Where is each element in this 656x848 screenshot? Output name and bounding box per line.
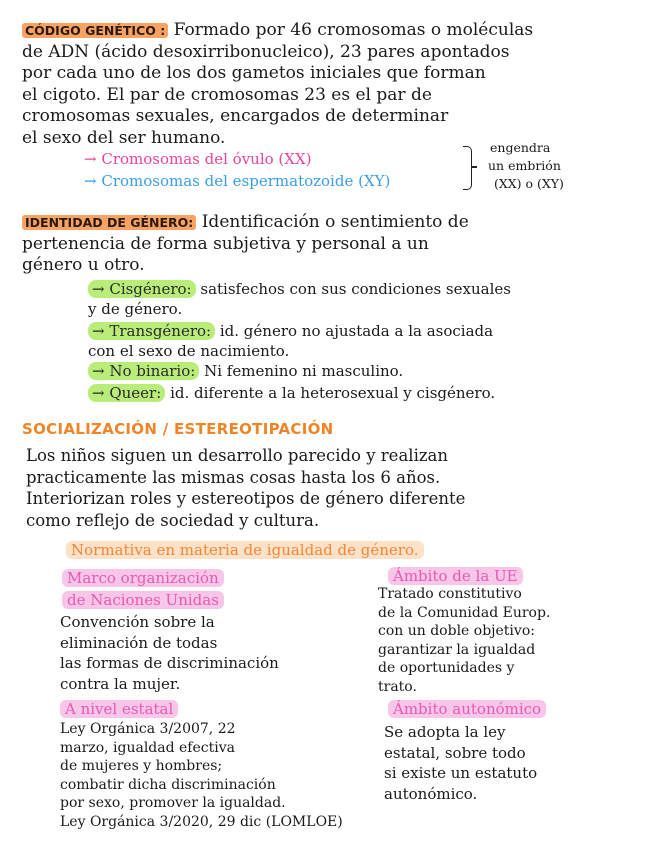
identity-item-queer <box>88 384 495 403</box>
social-line-1: Los niños siguen un desarrollo parecido y realizan <box>26 446 448 465</box>
identity-item-transgender <box>88 321 493 361</box>
cisgender-def-1: satisfechos con sus condiciones sexuales <box>200 280 511 298</box>
social-line-4: como reflejo de sociedad y cultura. <box>26 510 320 530</box>
identity-item-nonbinary <box>88 362 403 381</box>
social-line-2: practicamente las mismas cosas hasta los 6 años. <box>26 467 441 487</box>
onu-title-line-2: de Naciones Unidas <box>62 591 224 609</box>
normativa-title: Normativa en materia de igualdad de género. <box>66 541 424 560</box>
embryo-note-3: (XX) o (XY) <box>494 176 564 191</box>
queer-def: id. diferente a la heterosexual y cisgénero. <box>170 384 496 402</box>
estatal-text: Ley Orgánica 3/2007, 22 marzo, igualdad efectiva de mujeres y hombres; combatir dicha discriminación por sexo, promover la igualdad. Ley Orgánica 3/2020, 29 dic (LOMLOE) <box>60 721 343 830</box>
brace <box>463 146 472 190</box>
genetic-line-5: cromosomas sexuales, encargados de determinar <box>22 106 449 126</box>
genetic-line-2: de ADN (ácido desoxirribonucleico), 23 pares apontados <box>22 41 510 62</box>
embryo-note-1: engendra <box>490 140 551 155</box>
sperm-chromosomes: → Cromosomas del espermatozoide (XY) <box>84 172 391 190</box>
embryo-note-2: un embrión <box>488 158 561 173</box>
estatal-title: A nivel estatal <box>60 700 178 719</box>
autonomico-text: Se adopta la ley estatal, sobre todo si existe un estatuto autonómico. <box>384 723 538 803</box>
nonbinary-def: Ni femenino ni masculino. <box>204 362 404 380</box>
transgender-term: → Transgénero: <box>88 322 215 340</box>
identity-line-3: género u otro. <box>22 255 145 275</box>
identity-line-1: IDENTIDAD DE GÉNERO: Identificación o sentimiento de <box>22 212 469 234</box>
genetic-label: CÓDIGO GENÉTICO : <box>22 23 168 38</box>
onu-title <box>62 567 224 611</box>
ue-text: Tratado constitutivo de la Comunidad Europ. con un doble objetivo: garantizar la igualdad de oportunidades y trato. <box>378 586 551 695</box>
identity-line-2: pertenencia de forma subjetiva y personal a un <box>22 233 429 254</box>
autonomico-title: Ámbito autonómico <box>388 700 546 719</box>
genetic-line-1: CÓDIGO GENÉTICO : Formado por 46 cromosomas o moléculas <box>22 20 533 42</box>
nonbinary-term: → No binario: <box>88 362 199 380</box>
genetic-line-4: el cigoto. El par de cromosomas 23 es el par de <box>22 84 432 105</box>
ovum-chromosomes: → Cromosomas del óvulo (XX) <box>84 150 312 168</box>
social-title: SOCIALIZACIÓN / ESTEREOTIPACIÓN <box>22 420 334 438</box>
identity-item-cisgender <box>88 279 511 319</box>
identity-paragraph <box>22 212 469 277</box>
genetic-line-3: por cada uno de los dos gametos iniciales que forman <box>22 63 486 83</box>
queer-term: → Queer: <box>88 384 165 402</box>
cisgender-def-2: y de género. <box>88 300 183 318</box>
genetic-line-6: el sexo del ser humano. <box>22 127 226 148</box>
social-paragraph <box>26 445 465 531</box>
transgender-def-2: con el sexo de nacimiento. <box>88 342 290 360</box>
onu-text: Convención sobre la eliminación de todas las formas de discriminación contra la mujer. <box>60 613 279 693</box>
ue-title: Ámbito de la UE <box>388 567 523 586</box>
social-line-3: Interiorizan roles y estereotipos de género diferente <box>26 489 466 508</box>
onu-title-line-1: Marco organización <box>62 569 224 587</box>
genetic-paragraph <box>22 20 533 149</box>
transgender-def-1: id. género no ajustada a la asociada <box>219 322 494 340</box>
identity-label: IDENTIDAD DE GÉNERO: <box>22 215 196 230</box>
cisgender-term: → Cisgénero: <box>88 280 196 298</box>
